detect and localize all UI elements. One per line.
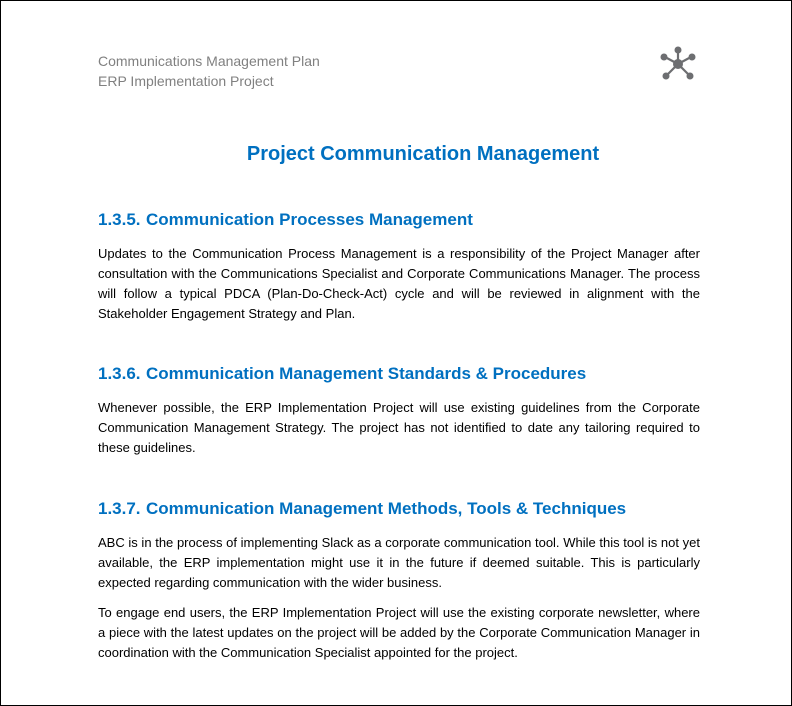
section-number: 1.3.7. <box>98 499 141 518</box>
section-number: 1.3.6. <box>98 364 141 383</box>
network-hub-icon <box>658 46 698 82</box>
section-number: 1.3.5. <box>98 210 141 229</box>
section-heading <box>98 497 700 521</box>
page-header <box>98 51 320 91</box>
section-paragraph: Updates to the Communication Process Management is a responsibility of the Project Manager after consultation with the Communications Specialist and Corporate Communications Manager. The process will follow a typical PDCA (Plan-Do-Check-Act) cycle and will be reviewed in alignment with the Stakeholder Engagement Strategy and Plan. <box>98 246 700 321</box>
section-heading-text: Communication Management Methods, Tools & Techniques <box>146 499 627 518</box>
section-communication-processes <box>98 208 700 334</box>
section-heading <box>98 362 700 386</box>
section-paragraph: Whenever possible, the ERP Implementation Project will use existing guidelines from the Corporate Communication Management Strategy. The project has not identified to date any tailoring required to these guidelines. <box>98 400 700 455</box>
section-heading-text: Communication Management Standards & Procedures <box>146 364 587 383</box>
section-heading-text: Communication Processes Management <box>146 210 473 229</box>
section-standards-procedures <box>98 362 700 468</box>
section-heading <box>98 208 700 232</box>
page-title: Project Communication Management <box>246 143 600 165</box>
section-paragraph: To engage end users, the ERP Implementation Project will use the existing corporate newsletter, where a piece with the latest updates on the project will be added by the Corporate Communication Manager in coordination with the Communication Specialist appointed for the project. <box>98 605 700 660</box>
header-doc-title: Communications Management Plan <box>98 53 320 69</box>
section-methods-tools <box>98 497 700 673</box>
section-paragraph: ABC is in the process of implementing Slack as a corporate communication tool. While this tool is not yet available, the ERP implementation might use it in the future if deemed suitable. This is particularly expected regarding communication with the wider business. <box>98 535 700 590</box>
header-project-name: ERP Implementation Project <box>98 73 274 89</box>
